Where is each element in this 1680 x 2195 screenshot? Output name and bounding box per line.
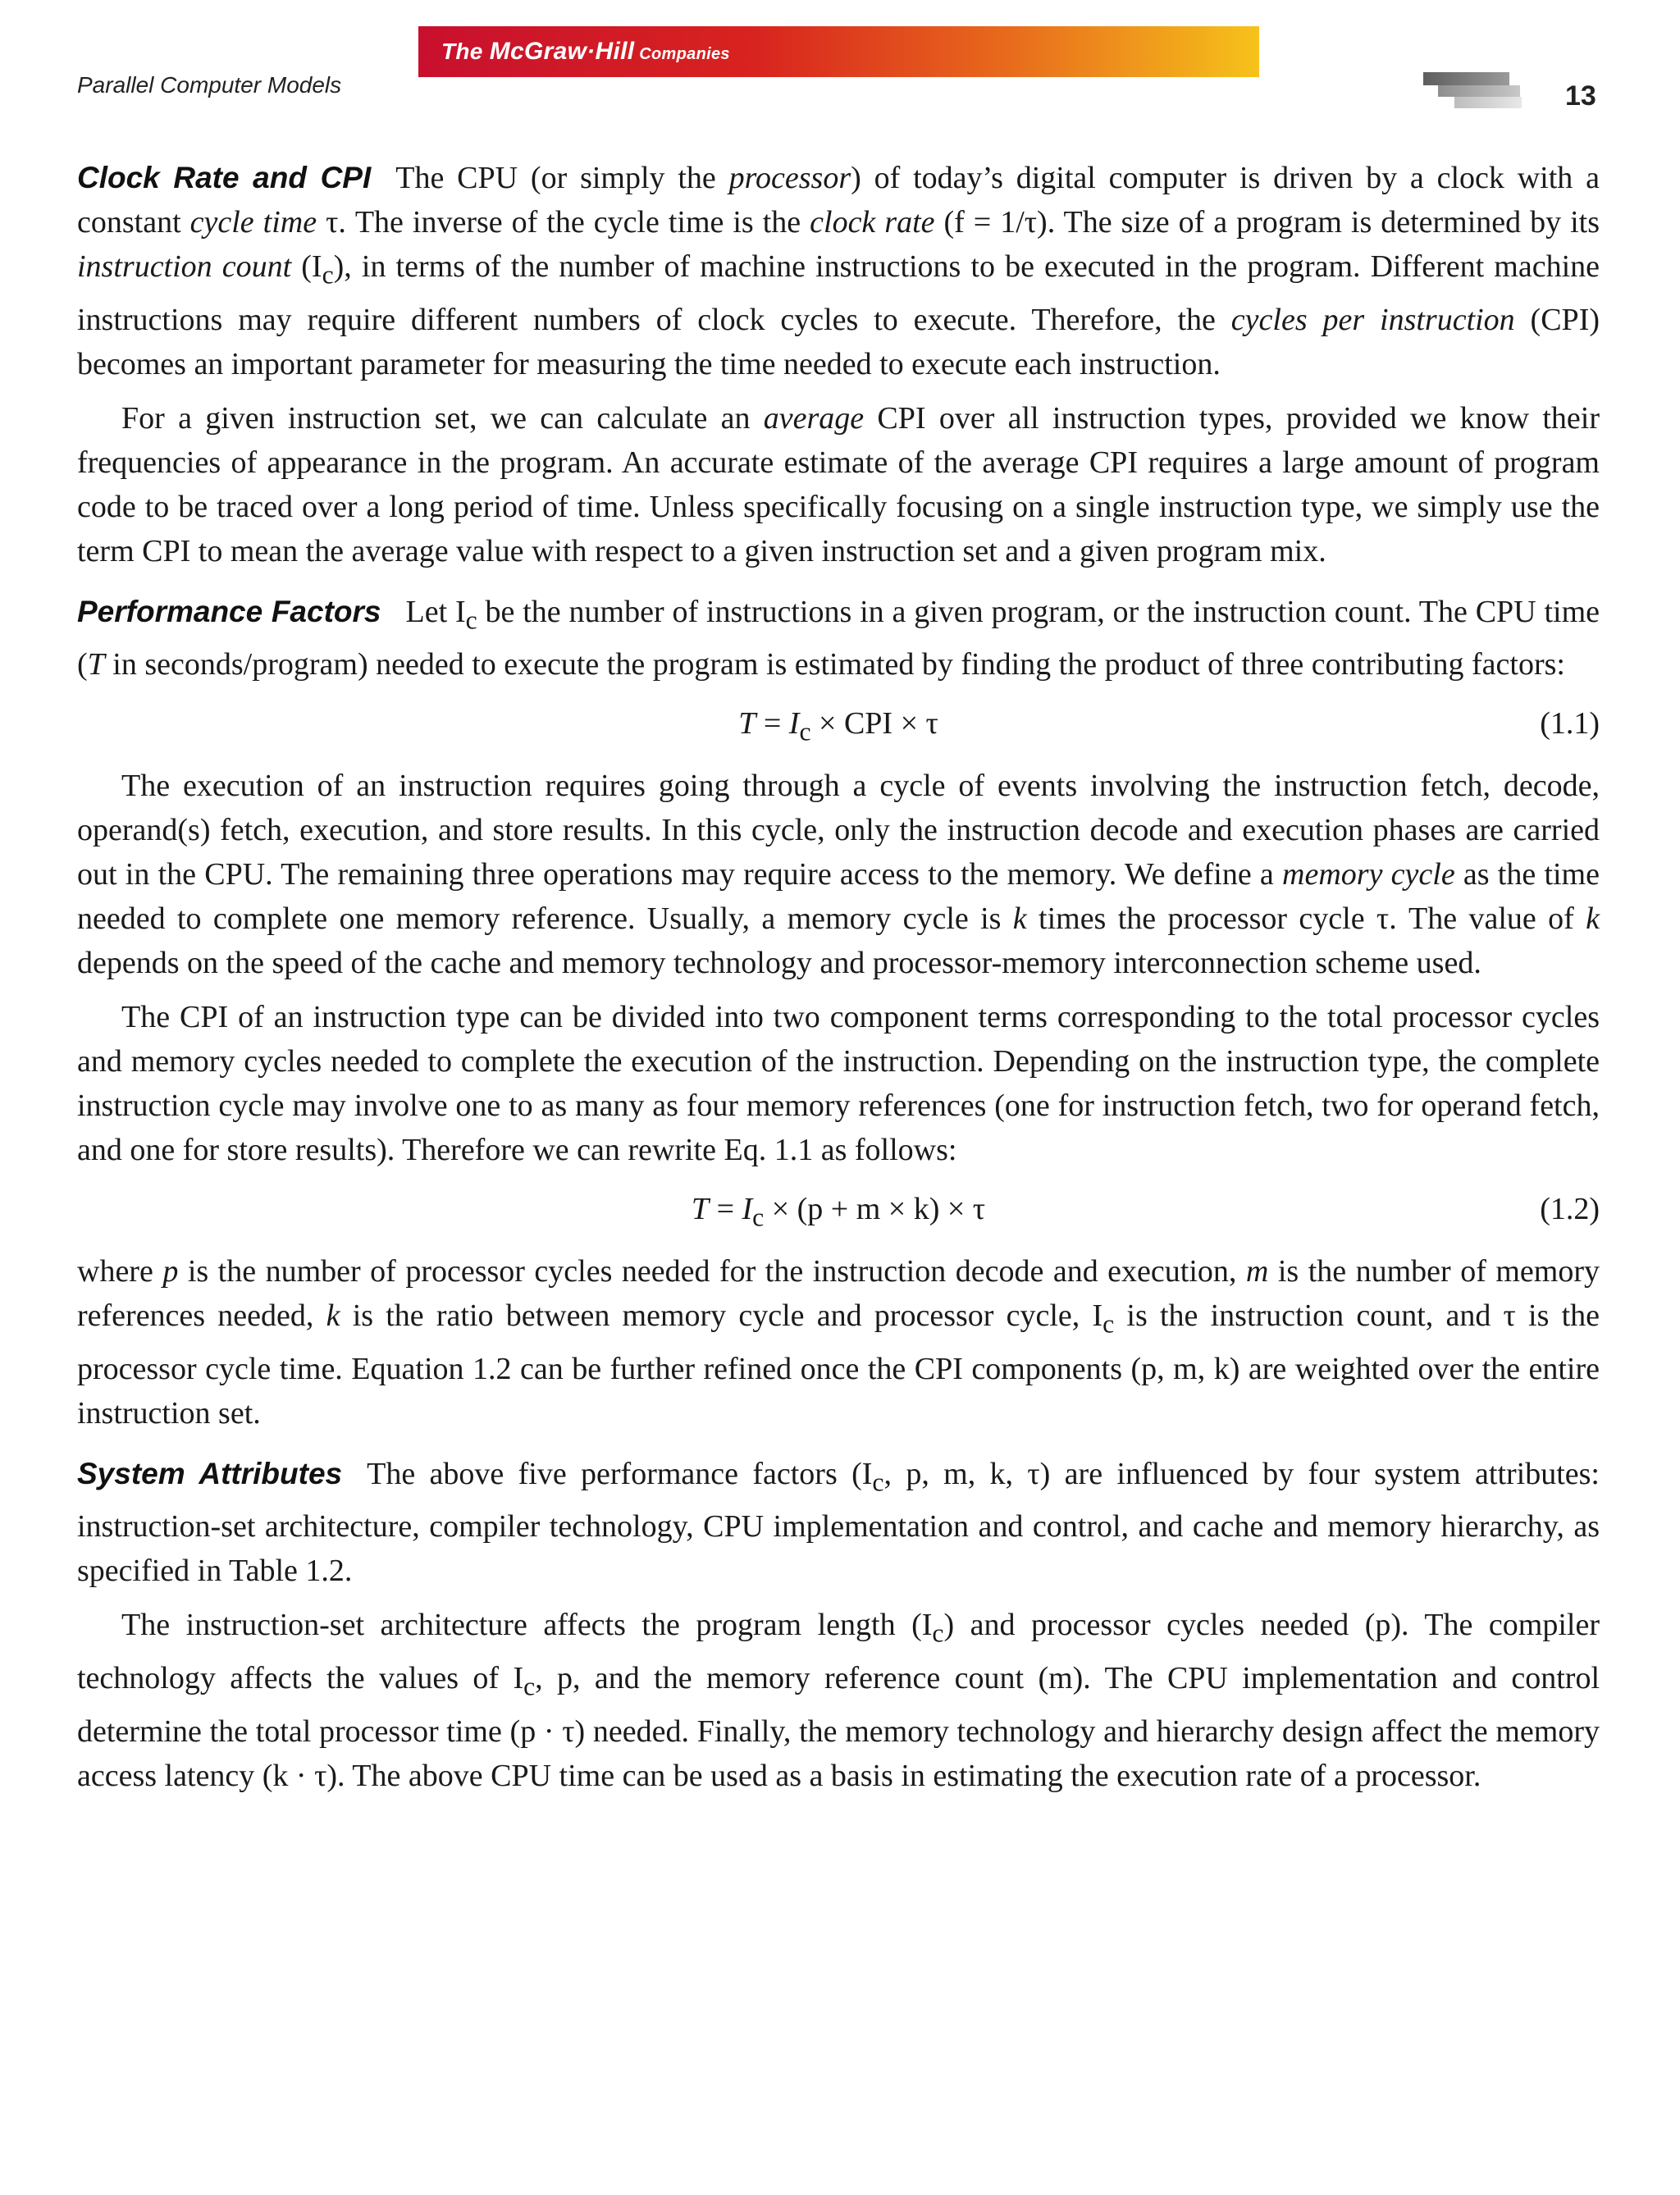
equation-1-1: $T = I_c$ × CPI × τ (1.1): [77, 701, 1600, 746]
paragraph-clock-rate: Clock Rate and CPI The CPU (or simply the processor) of today’s digital computer is driven by a clock with a constant cycle time τ. The inverse of the cycle time is the clock rate (f = 1/τ). The size of a program is determined by its instruction count $(I_c)$, in terms of the number of machine instructions to be executed in the program. Different machine instructions may require different numbers of clock cycles to execute. Therefore, the cycles per instruction (CPI) becomes an important parameter for measuring the time needed to execute each instruction.: [77, 161, 1600, 381]
paragraph-equation-terms: where p is the number of processor cycles needed for the instruction decode and execution, m is the number of memory references needed, k is the ratio between memory cycle and processor cycle, $I_c$ is the instruction count, and τ is the processor cycle time. Equation 1.2 can be further refined once the CPI components (p, m, k) are weighted over the entire instruction set.: [77, 1254, 1600, 1431]
equation-number: (1.1): [1540, 706, 1600, 742]
equation-1-2: $T = I_c \times (p + m \times k) \times \tau$ (1.2): [77, 1187, 1600, 1231]
paragraph-cpi-components: The CPI of an instruction type can be divided into two component terms corresponding to the total processor cycles and memory cycles needed to complete the execution of the instruction. Depending on the instruction type, the complete instruction cycle may involve one to as many as four memory references (one for instruction fetch, two for operand fetch, and one for store results). Therefore we can rewrite Eq. 1.1 as follows:: [77, 1000, 1600, 1168]
page-body: [77, 156, 1600, 1798]
banner-prefix: The: [441, 39, 490, 64]
paragraph-system-attributes: System Attributes The above five performance factors ($I_c$, p, m, k, τ) are influenced by four system attributes: instruction-set architecture, compiler technology, CPU implementation and control, and cache and memory hierarchy, as specified in Table 1.2.: [77, 1456, 1600, 1589]
paragraph-performance-factors: Performance Factors Let $I_c$ be the number of instructions in a given program, or the instruction count. The CPU time (T in seconds/program) needed to execute the program is estimated by finding the product of three contributing factors:: [77, 594, 1600, 682]
paragraph-execution-cycle: The execution of an instruction requires going through a cycle of events involving the instruction fetch, decode, operand(s) fetch, execution, and store results. In this cycle, only the instruction decode and execution phases are carried out in the CPU. The remaining three operations may require access to the memory. We define a memory cycle as the time needed to complete one memory reference. Usually, a memory cycle is k times the processor cycle τ. The value of k depends on the speed of the cache and memory technology and processor-memory interconnection scheme used.: [77, 769, 1600, 981]
publisher-banner: [418, 26, 1259, 77]
section-heading-system-attributes: System Attributes: [77, 1456, 343, 1490]
equation-number: (1.2): [1540, 1192, 1600, 1227]
banner-suffix: Companies: [634, 45, 730, 63]
section-heading-performance-factors: Performance Factors: [77, 594, 381, 628]
page-number: 13: [1565, 80, 1596, 112]
section-heading-clock-rate: Clock Rate and CPI: [77, 161, 372, 194]
paragraph-isa-effects: The instruction-set architecture affects the program length $(I_c)$ and processor cycles needed (p). The compiler technology affects the values of $I_c$, p, and the memory reference count (m). The CPU implementation and control determine the total processor time (p · τ) needed. Finally, the memory technology and hierarchy design affect the memory access latency (k · τ). The above CPU time can be used as a basis in estimating the execution rate of a processor.: [77, 1608, 1600, 1793]
header-decoration: [1423, 72, 1526, 113]
banner-brand: McGraw·Hill: [489, 38, 635, 65]
paragraph-average-cpi: For a given instruction set, we can calculate an average CPI over all instruction types, provided we know their frequencies of appearance in the program. An accurate estimate of the average CPI requires a large amount of program code to be traced over a long period of time. Unless specifically focusing on a single instruction type, we simply use the term CPI to mean the average value with respect to a given instruction set and a given program mix.: [77, 400, 1600, 568]
running-title: Parallel Computer Models: [77, 72, 342, 98]
